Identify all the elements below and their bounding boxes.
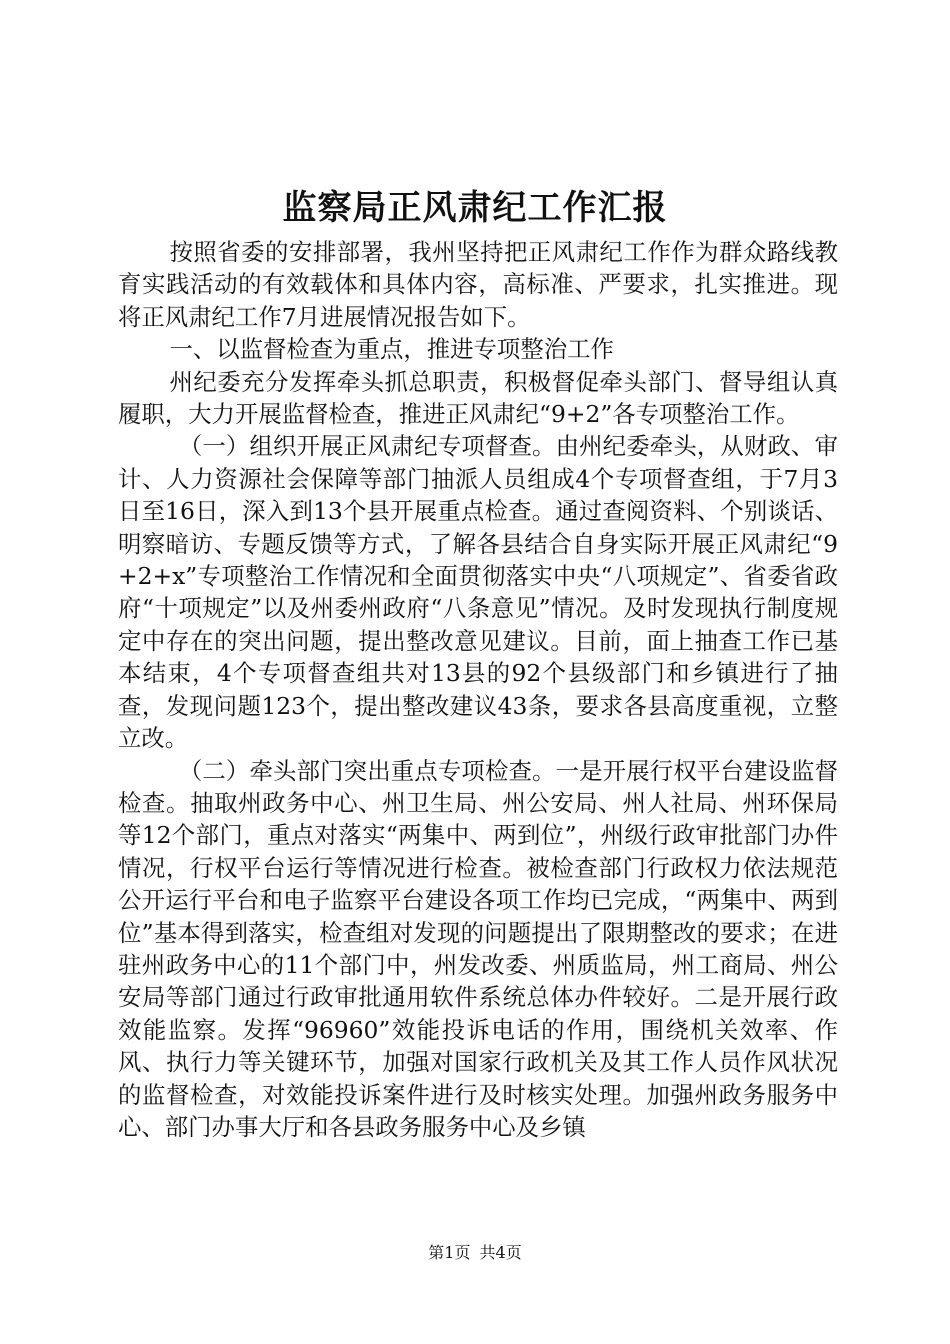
paragraph-subsection-2: （二）牵头部门突出重点专项检查。一是开展行权平台建设监督检查。抽取州政务中心、州卫生局、州公安局、州人社局、州环保局等12个部门，重点对落实“两集中、两到位”，州级行政审批部门办件情况，行权平台运行等情况进行检查。被检查部门行政权力依法规范公开运行平台和电子监察平台建设各项工作均已完成，“两集中、两到位”基本得到落实，检查组对发现的问题提出了限期整改的要求；在进驻州政务中心的11个部门中，州发改委、州质监局，州工商局、州公安局等部门通过行政审批通用软件系统总体办件较好。二是开展行政效能监察。发挥“96960”效能投诉电话的作用，围绕机关效率、作风、执行力等关键环节，加强对国家行政机关及其工作人员作风状况的监督检查，对效能投诉案件进行及时核实处理。加强州政务服务中心、部门办事大厅和各县政务服务中心及乡镇 — [118, 756, 838, 1141]
paragraph-section-summary: 州纪委充分发挥牵头抓总职责，积极督促牵头部门、督导组认真履职，大力开展监督检查，推进正风肃纪“9+2”各专项整治工作。 — [118, 367, 838, 429]
page-total: 共4页 — [479, 1243, 522, 1262]
section-heading: 一、以监督检查为重点，推进专项整治工作 — [169, 335, 614, 364]
paragraph-intro: 按照省委的安排部署，我州坚持把正风肃纪工作作为群众路线教育实践活动的有效载体和具体内容，高标准、严要求，扎实推进。现将正风肃纪工作7月进展情况报告如下。 — [118, 238, 838, 331]
page-footer — [0, 1243, 950, 1263]
document-body — [118, 236, 838, 1143]
paragraph-subsection-1: （一）组织开展正风肃纪专项督查。由州纪委牵头，从财政、审计、人力资源社会保障等部门抽派人员组成4个专项督查组，于7月3日至16日，深入到13个县开展重点检查。通过查阅资料、个别谈话、明察暗访、专题反馈等方式，了解各县结合自身实际开展正风肃纪“9+2+x”专项整治工作情况和全面贯彻落实中央“八项规定”、省委省政府“十项规定”以及州委州政府“八条意见”情况。及时发现执行制度规定中存在的突出问题，提出整改意见建议。目前，面上抽查工作已基本结束，4个专项督查组共对13县的92个县级部门和乡镇进行了抽查，发现问题123个，提出整改建议43条，要求各县高度重视，立整立改。 — [118, 432, 838, 753]
document-title: 监察局正风肃纪工作汇报 — [282, 188, 668, 228]
page-number: 第1页 — [428, 1243, 471, 1262]
